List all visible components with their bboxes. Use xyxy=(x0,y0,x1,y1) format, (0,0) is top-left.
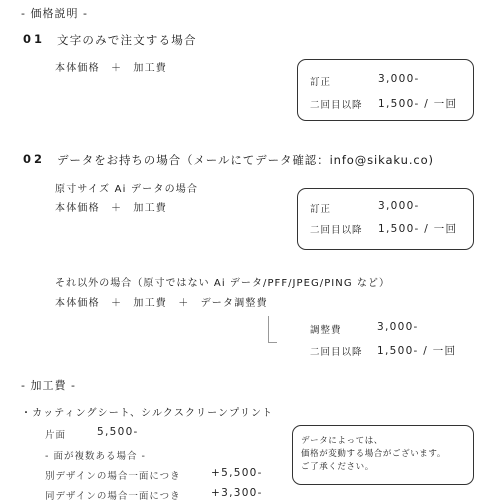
correction-label: 訂正 xyxy=(310,77,332,88)
item-02-formula: 本体価格 ＋ 加工費 xyxy=(55,203,167,214)
item-01-formula: 本体価格 ＋ 加工費 xyxy=(55,63,167,74)
different-design-price: +5,500- xyxy=(211,467,263,479)
note-line-2: 価格が変動する場合がございます。 xyxy=(301,449,446,459)
note-line-3: ご了承ください。 xyxy=(301,462,374,472)
item-02-price-box xyxy=(297,188,474,250)
second-time-label: 二回目以降 xyxy=(310,100,363,111)
single-side-price: 5,500- xyxy=(97,426,139,438)
note-line-1: データによっては、 xyxy=(301,436,383,446)
adjust-fee-price: 3,000- xyxy=(377,321,419,333)
adjust-second-time-price: 1,500- / 一回 xyxy=(377,345,457,357)
price-section-heading: - 価格説明 - xyxy=(21,7,88,20)
item-01-price-box xyxy=(297,59,474,121)
other-case-title: それ以外の場合（原寸ではない Ai データ/PFF/JPEG/PING など） xyxy=(55,278,391,289)
item-02-number: 02 xyxy=(23,152,46,166)
correction-label: 訂正 xyxy=(310,204,332,215)
correction-price: 3,000- xyxy=(378,73,420,85)
item-02-subtitle: 原寸サイズ Ai データの場合 xyxy=(55,184,199,195)
processing-section-heading: - 加工費 - xyxy=(21,379,76,392)
second-time-price: 1,500- / 一回 xyxy=(378,98,458,110)
item-01-number: 01 xyxy=(23,32,46,46)
multi-side-heading: - 面が複数ある場合 - xyxy=(45,451,146,462)
same-design-label: 同デザインの場合一面につき xyxy=(45,491,181,502)
same-design-price: +3,300- xyxy=(211,487,263,499)
single-side-label: 片面 xyxy=(45,430,67,441)
correction-price: 3,000- xyxy=(378,200,420,212)
price-note-box xyxy=(292,425,474,485)
second-time-label: 二回目以降 xyxy=(310,225,363,236)
second-time-price: 1,500- / 一回 xyxy=(378,223,458,235)
processing-item-title: ・カッティングシート、シルクスクリーンプリント xyxy=(21,408,274,419)
different-design-label: 別デザインの場合一面につき xyxy=(45,471,181,482)
adjust-bracket xyxy=(268,316,277,343)
adjust-second-time-label: 二回目以降 xyxy=(310,347,363,358)
adjust-fee-label: 調整費 xyxy=(310,325,342,336)
item-02-title: データをお持ちの場合（メールにてデータ確認：info@sikaku.co) xyxy=(57,153,434,167)
other-case-formula: 本体価格 ＋ 加工費 ＋ データ調整費 xyxy=(55,298,268,309)
item-01-title: 文字のみで注文する場合 xyxy=(57,33,197,47)
